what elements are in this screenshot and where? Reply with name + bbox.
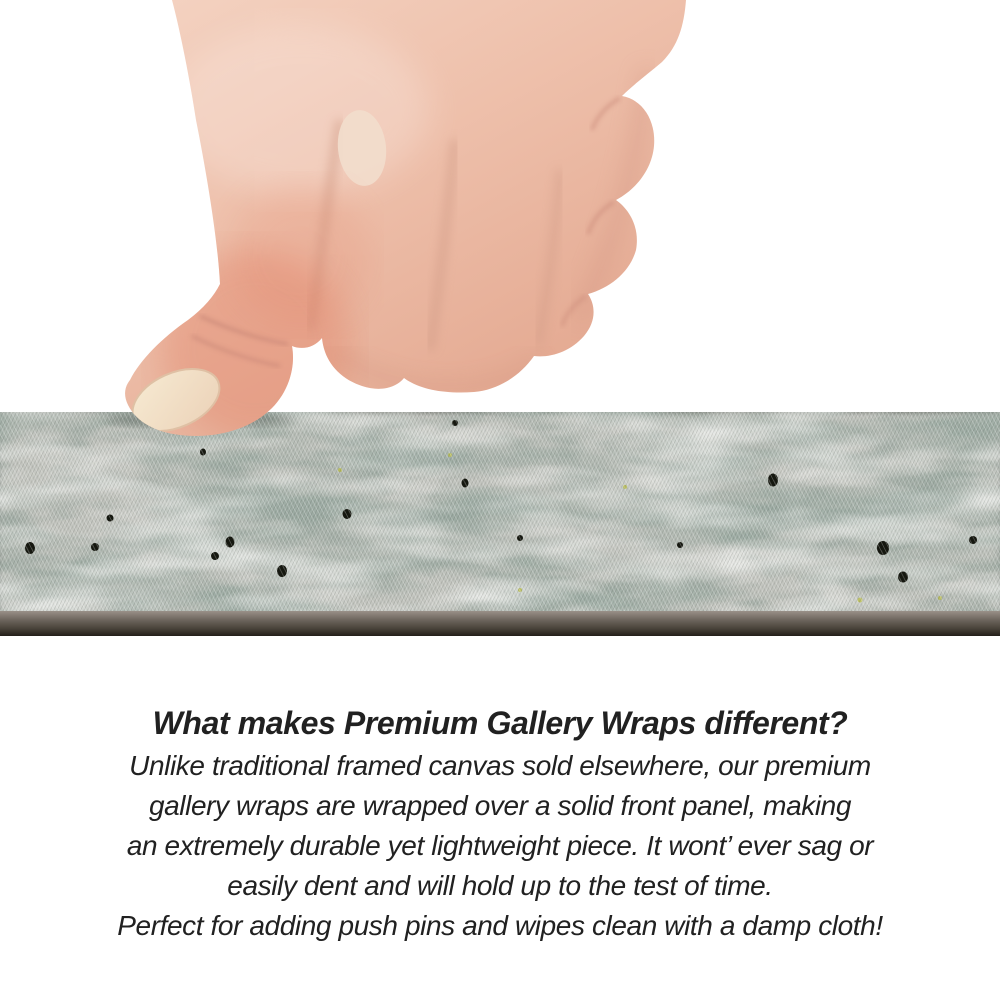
body-line-5: Perfect for adding push pins and wipes clean with a damp cloth! [117, 910, 883, 941]
body-line-1: Unlike traditional framed canvas sold elsewhere, our premium [129, 750, 871, 781]
skin-highlight [170, 25, 430, 195]
marketing-copy [0, 700, 1000, 946]
body-line-4: easily dent and will hold up to the test of time. [227, 870, 773, 901]
canvas-strip-underside [0, 611, 1000, 636]
hand-photo [0, 0, 1000, 446]
headline: What makes Premium Gallery Wraps different? [152, 705, 848, 741]
body-line-3: an extremely durable yet lightweight piece. It wont’ ever sag or [126, 830, 874, 861]
body-line-2: gallery wraps are wrapped over a solid front panel, making [148, 790, 852, 821]
thumb-pressure-redness-2 [230, 185, 370, 325]
